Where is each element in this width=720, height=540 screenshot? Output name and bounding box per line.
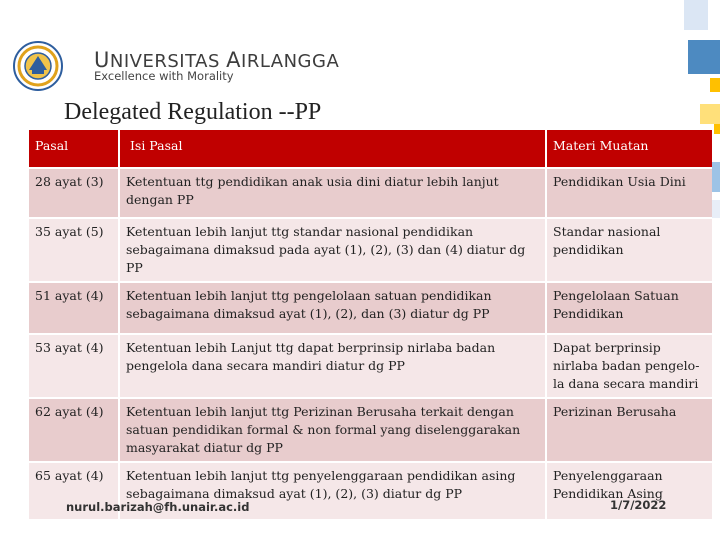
regulation-table (29, 130, 712, 521)
table-row (29, 218, 712, 282)
footer-date: 1/7/2022 (610, 498, 667, 512)
cell-materi: Standar nasional pendidikan (546, 218, 712, 282)
cell-materi: Penyelenggaraan Pendidikan Asing (546, 462, 712, 520)
page-title: Delegated Regulation --PP (64, 99, 322, 125)
university-motto: Excellence with Morality (94, 69, 234, 83)
cell-isi: Ketentuan lebih Lanjut ttg dapat berprinsip nirlaba badan pengelola dana secara mandiri diatur dg PP (119, 334, 546, 398)
cell-isi: Ketentuan ttg pendidikan anak usia dini diatur lebih lanjut dengan PP (119, 168, 546, 218)
table-row (29, 398, 712, 462)
footer-email: nurul.barizah@fh.unair.ac.id (66, 500, 250, 514)
cell-isi: Ketentuan lebih lanjut ttg penyelenggaraan pendidikan asing sebagaimana dimaksud ayat (1), (2), (3) diatur dg PP (119, 462, 546, 520)
cell-pasal: 28 ayat (3) (29, 168, 119, 218)
table-row (29, 168, 712, 218)
column-header-isi-pasal: Isi Pasal (119, 130, 546, 168)
cell-pasal: 35 ayat (5) (29, 218, 119, 282)
cell-pasal: 53 ayat (4) (29, 334, 119, 398)
cell-pasal: 51 ayat (4) (29, 282, 119, 334)
cell-pasal: 62 ayat (4) (29, 398, 119, 462)
cell-materi: Pengelolaan Satuan Pendidikan (546, 282, 712, 334)
cell-materi: Pendidikan Usia Dini (546, 168, 712, 218)
table-header-row (29, 130, 712, 168)
cell-isi: Ketentuan lebih lanjut ttg Perizinan Berusaha terkait dengan satuan pendidikan formal & non formal yang diselenggarakan masyarakat diatur dg PP (119, 398, 546, 462)
column-header-pasal: Pasal (29, 130, 119, 168)
table-row (29, 282, 712, 334)
cell-materi: Perizinan Berusaha (546, 398, 712, 462)
table-row (29, 334, 712, 398)
cell-materi: Dapat berprinsip nirlaba badan pengelo-la dana secara mandiri (546, 334, 712, 398)
column-header-materi-muatan: Materi Muatan (546, 130, 712, 168)
university-name: UNIVERSITAS AIRLANGGA (94, 48, 340, 72)
university-seal-icon (12, 40, 64, 92)
cell-isi: Ketentuan lebih lanjut ttg standar nasional pendidikan sebagaimana dimaksud pada ayat (1), (2), (3) dan (4) diatur dg PP (119, 218, 546, 282)
university-logo (8, 36, 340, 94)
cell-isi: Ketentuan lebih lanjut ttg pengelolaan satuan pendidikan sebagaimana dimaksud ayat (1), (2), dan (3) diatur dg PP (119, 282, 546, 334)
cell-pasal: 65 ayat (4) (29, 462, 119, 520)
